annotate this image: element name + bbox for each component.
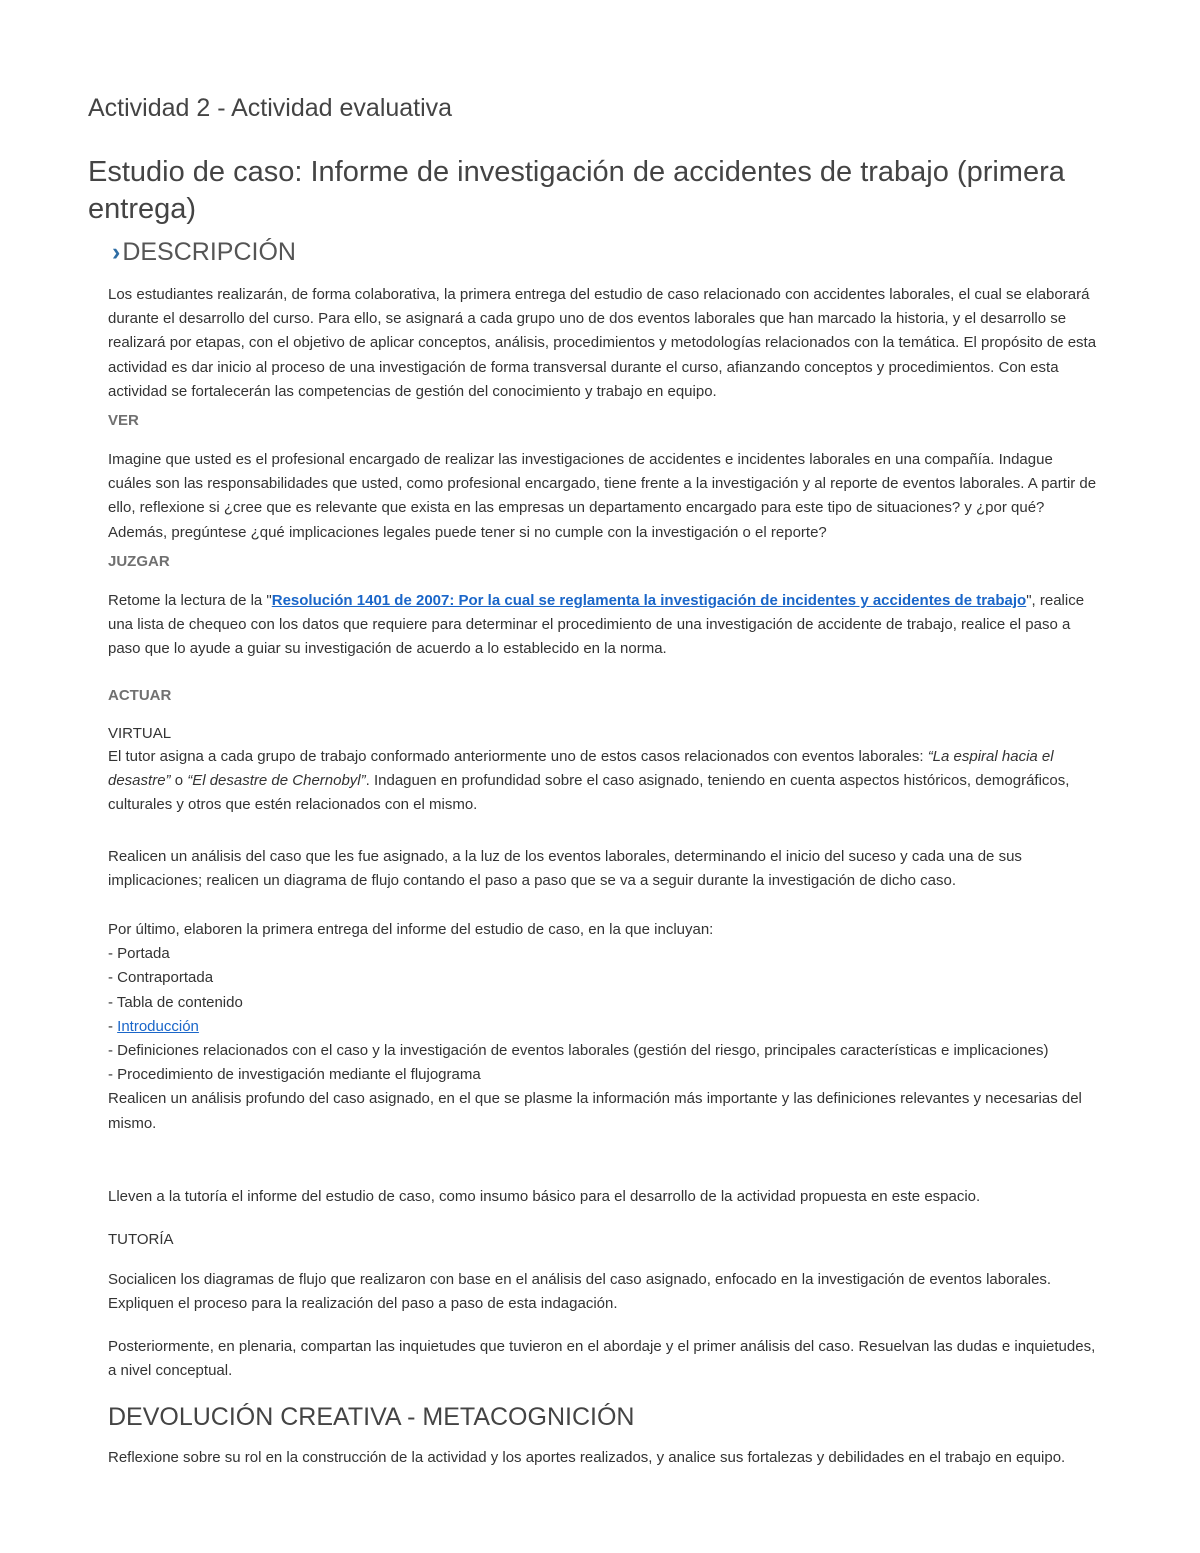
devolucion-paragraph: Reflexione sobre su rol en la construcción de la actividad y los aportes realizados, y analice sus fortalezas y debilidades en el trabajo en equipo.	[108, 1449, 1066, 1466]
entrega-list	[108, 918, 1098, 1136]
tutoria-paragraph-1: Socialicen los diagramas de flujo que realizaron con base en el análisis del caso asignado, enfocado en la investigación de eventos laborales. Expliquen el proceso para la realización del paso a paso de esta indagación.	[108, 1271, 1052, 1313]
tutoria-label: TUTORÍA	[108, 1231, 174, 1248]
juzgar-text-before: Retome la lectura de la "	[108, 592, 272, 609]
list-item: - Definiciones relacionados con el caso y la investigación de eventos laborales (gestión del riesgo, principales características e implicaciones)	[108, 1042, 1049, 1060]
list-item: - Procedimiento de investigación mediante el flujograma	[108, 1066, 481, 1084]
chevron-right-icon: ›	[112, 238, 121, 266]
case-1-name: “La espiral hacia el desastre”	[108, 748, 1054, 790]
introduccion-link[interactable]: Introducción	[117, 1017, 199, 1035]
case-title: Estudio de caso: Informe de investigación de accidentes de trabajo (primera entrega)	[88, 156, 1065, 225]
ver-label: VER	[108, 412, 139, 429]
juzgar-text-after: ", realice una lista de chequeo con los datos que requiere para determinar el procedimiento de una investigación de accidente de trabajo, realice el paso a paso que lo ayude a guiar su investigación de acuerdo a lo establecido en la norma.	[108, 592, 1085, 658]
list-item	[108, 1015, 1098, 1039]
resolucion-1401-link[interactable]: Resolución 1401 de 2007: Por la cual se reglamenta la investigación de incidentes y accidentes de trabajo	[271, 592, 1027, 609]
list-item: - Portada	[108, 945, 170, 963]
virtual-paragraph-5: Lleven a la tutoría el informe del estudio de caso, como insumo básico para el desarrollo de la actividad propuesta en este espacio.	[108, 1188, 981, 1205]
intro-dash: -	[108, 1017, 118, 1035]
entrega-intro: Por último, elaboren la primera entrega del informe del estudio de caso, en la que incluyan:	[108, 921, 714, 938]
tutoria-paragraph-2: Posteriormente, en plenaria, compartan las inquietudes que tuvieron en el abordaje y el primer análisis del caso. Resuelvan las dudas e inquietudes, a nivel conceptual.	[108, 1338, 1096, 1380]
virtual-p1-start: El tutor asigna a cada grupo de trabajo conformado anteriormente uno de estos casos relacionados con eventos laborales:	[108, 748, 928, 765]
virtual-paragraph-1	[108, 745, 1098, 818]
virtual-p1-end: . Indaguen en profundidad sobre el caso asignado, teniendo en cuenta aspectos históricos, demográficos, culturales y otros que estén relacionados con el mismo.	[108, 772, 1070, 814]
page-title: Actividad 2 - Actividad evaluativa	[88, 94, 453, 122]
list-item: - Tabla de contenido	[108, 993, 243, 1011]
virtual-paragraph-4: Realicen un análisis profundo del caso asignado, en el que se plasme la información más importante y las definiciones relevantes y necesarias del mismo.	[108, 1090, 1082, 1132]
descripcion-paragraph: Los estudiantes realizarán, de forma colaborativa, la primera entrega del estudio de caso relacionado con accidentes laborales, el cual se elaborará durante el desarrollo del curso. Para ello, se asignará a cada grupo uno de dos eventos laborales que han marcado la historia, y el desarrollo se realizará por etapas, con el objetivo de aplicar conceptos, análisis, procedimientos y metodologías relacionados con la temática. El propósito de esta actividad es dar inicio al proceso de una investigación de forma transversal durante el curso, afianzando conceptos y procedimientos. Con esta actividad se fortalecerán las competencias de gestión del conocimiento y trabajo en equipo.	[108, 286, 1097, 400]
juzgar-label: JUZGAR	[108, 553, 170, 570]
descripcion-heading-text: DESCRIPCIÓN	[122, 238, 296, 266]
juzgar-paragraph	[108, 589, 1098, 662]
actuar-label: ACTUAR	[108, 687, 172, 704]
virtual-paragraph-2: Realicen un análisis del caso que les fue asignado, a la luz de los eventos laborales, determinando el inicio del suceso y cada una de sus implicaciones; realicen un diagrama de flujo contando el paso a paso que se va a seguir durante la investigación de dicho caso.	[108, 848, 1022, 890]
case-2-name: “El desastre de Chernobyl”	[187, 772, 366, 790]
virtual-label: VIRTUAL	[108, 725, 172, 742]
descripcion-heading	[112, 238, 296, 267]
ver-paragraph: Imagine que usted es el profesional encargado de realizar las investigaciones de accidentes e incidentes laborales en una compañía. Indague cuáles son las responsabilidades que usted, como profesional encargado, tiene frente a la investigación y al reporte de eventos laborales. A partir de ello, reflexione si ¿cree que es relevante que exista en las empresas un departamento encargado para este tipo de situaciones? y ¿por qué? Además, pregúntese ¿qué implicaciones legales puede tener si no cumple con la investigación o el reporte?	[108, 451, 1097, 541]
virtual-p1-o: o	[170, 772, 188, 790]
list-item: - Contraportada	[108, 969, 214, 987]
devolucion-heading: DEVOLUCIÓN CREATIVA - METACOGNICIÓN	[108, 1403, 635, 1431]
